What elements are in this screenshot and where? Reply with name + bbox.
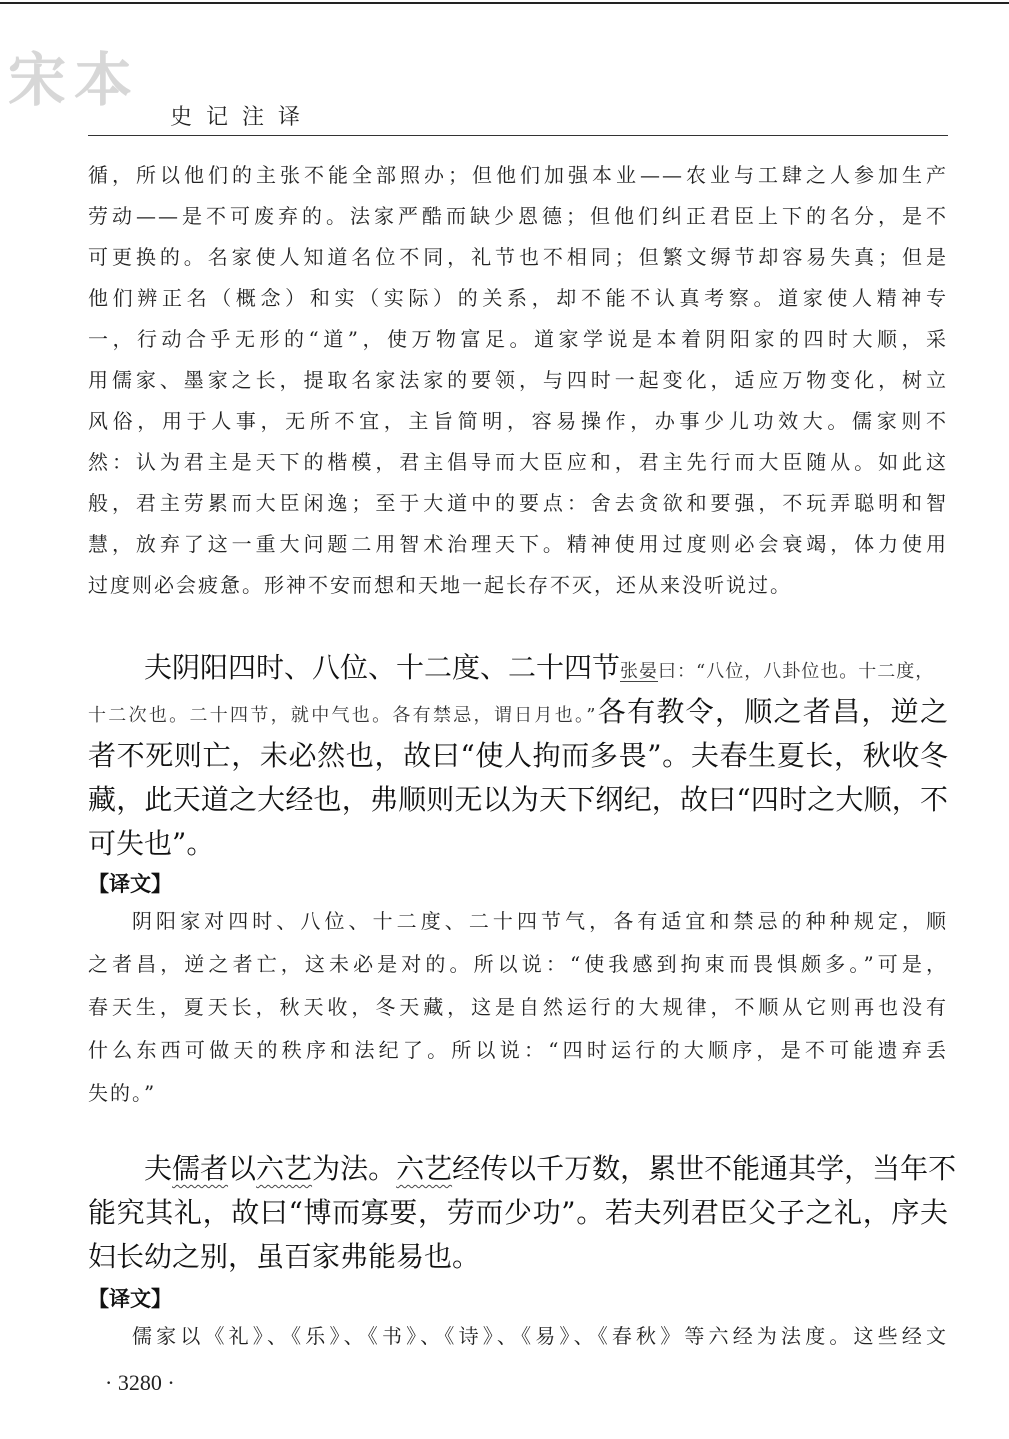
header-rule	[88, 135, 948, 136]
translation-1	[88, 905, 948, 1120]
text-line: 劳动——是不可废弃的。法家严酷而缺少恩德；但他们纠正君臣上下的名分，是不	[88, 204, 948, 228]
text-line: 失的。”	[88, 1081, 157, 1105]
text-line	[88, 1147, 957, 1191]
text-line: 慧，放弃了这一重大问题二用智术治理天下。精神使用过度则必会衰竭，体力使用	[88, 532, 948, 556]
text-line: 他们辨正名（概念）和实（实际）的关系，却不能不认真考察。道家使人精神专	[88, 286, 948, 310]
text-line: 可更换的。名家使人知道名位不同，礼节也不相同；但繁文缛节却容易失真；但是	[88, 245, 948, 269]
translation-2	[88, 1320, 948, 1363]
text-line: 循，所以他们的主张不能全部照办；但他们加强本业——农业与工肆之人参加生产	[88, 163, 948, 187]
commentary-note	[620, 661, 934, 682]
original-segment: 以	[228, 1152, 257, 1185]
original-segment: 经传以千万数，累世不能通其学，当年不	[452, 1152, 957, 1185]
text-line: 什么东西可做天的秩序和法纪了。所以说：“四时运行的大顺序，是不可能遗弃丢	[88, 1038, 948, 1062]
original-segment: 各有教令，顺之者昌，逆之	[596, 695, 948, 728]
text-line: 般，君主劳累而大臣闲逸；至于大道中的要点：舍去贪欲和要强，不玩弄聪明和智	[88, 491, 948, 515]
top-border-rule	[0, 2, 1009, 4]
text-line: 用儒家、墨家之长，提取名家法家的要领，与四时一起变化，适应万物变化，树立	[88, 368, 948, 392]
text-line: 一，行动合乎无形的“道”，使万物富足。道家学说是本着阴阳家的四时大顺，采	[88, 327, 948, 351]
text-line: 春天生，夏天长，秋天收，冬天藏，这是自然运行的大规律，不顺从它则再也没有	[88, 995, 948, 1019]
text-line: 之者昌，逆之者亡，这未必是对的。所以说：“使我感到拘束而畏惧颇多。”可是，	[88, 952, 948, 976]
note-text: 曰：“八位，八卦位也。十二度，	[658, 661, 935, 682]
page-number: · 3280 ·	[105, 1370, 175, 1395]
intro-translation	[88, 160, 948, 611]
text-line: 阴阳家对四时、八位、十二度、二十四节气，各有适宜和禁忌的种种规定，顺	[132, 909, 948, 933]
commentary-note: 十二次也。二十四节，就中气也。各有禁忌，谓日月也。”	[88, 705, 597, 726]
text-line: 过度则必会疲惫。形神不安而想和天地一起长存不灭，还从来没听说过。	[88, 573, 792, 597]
song-ben-seal: 宋本	[8, 46, 141, 114]
annotated-term: 六艺	[396, 1152, 453, 1185]
text-line	[88, 646, 948, 690]
text-line: 风俗，用于人事，无所不宜，主旨简明，容易操作，办事少儿功效大。儒家则不	[88, 409, 948, 433]
annotated-term: 六艺	[256, 1152, 313, 1185]
original-segment: 为法。	[312, 1152, 397, 1185]
section-heading-translation: 【译文】	[88, 872, 172, 896]
text-line: 妇长幼之别，虽百家弗能易也。	[88, 1240, 481, 1273]
text-line: 者不死则亡，未必然也，故曰“使人拘而多畏”。夫春生夏长，秋收冬	[88, 739, 948, 772]
text-line: 儒家以《礼》、《乐》、《书》、《诗》、《易》、《春秋》等六经为法度。这些经文	[132, 1324, 948, 1348]
text-line: 然：认为君主是天下的楷模，君主倡导而大臣应和，君主先行而大臣随从。如此这	[88, 450, 948, 474]
original-segment: 夫阴阳四时、八位、十二度、二十四节	[144, 651, 621, 684]
annotated-term: 儒者	[172, 1152, 229, 1185]
text-line: 可失也”。	[88, 827, 215, 860]
text-line	[88, 690, 948, 734]
text-line: 藏，此天道之大经也，弗顺则无以为天下纲纪，故曰“四时之大顺，不	[88, 783, 948, 816]
original-segment: 夫	[144, 1152, 173, 1185]
text-line: 能究其礼，故曰“博而寡要，劳而少功”。若夫列君臣父子之礼，序夫	[88, 1196, 948, 1229]
book-title: 史记注译	[170, 105, 315, 130]
section-heading-translation: 【译文】	[88, 1287, 172, 1311]
note-author: 张晏	[620, 661, 659, 682]
original-text-1	[88, 646, 948, 866]
original-text-2	[88, 1147, 957, 1279]
